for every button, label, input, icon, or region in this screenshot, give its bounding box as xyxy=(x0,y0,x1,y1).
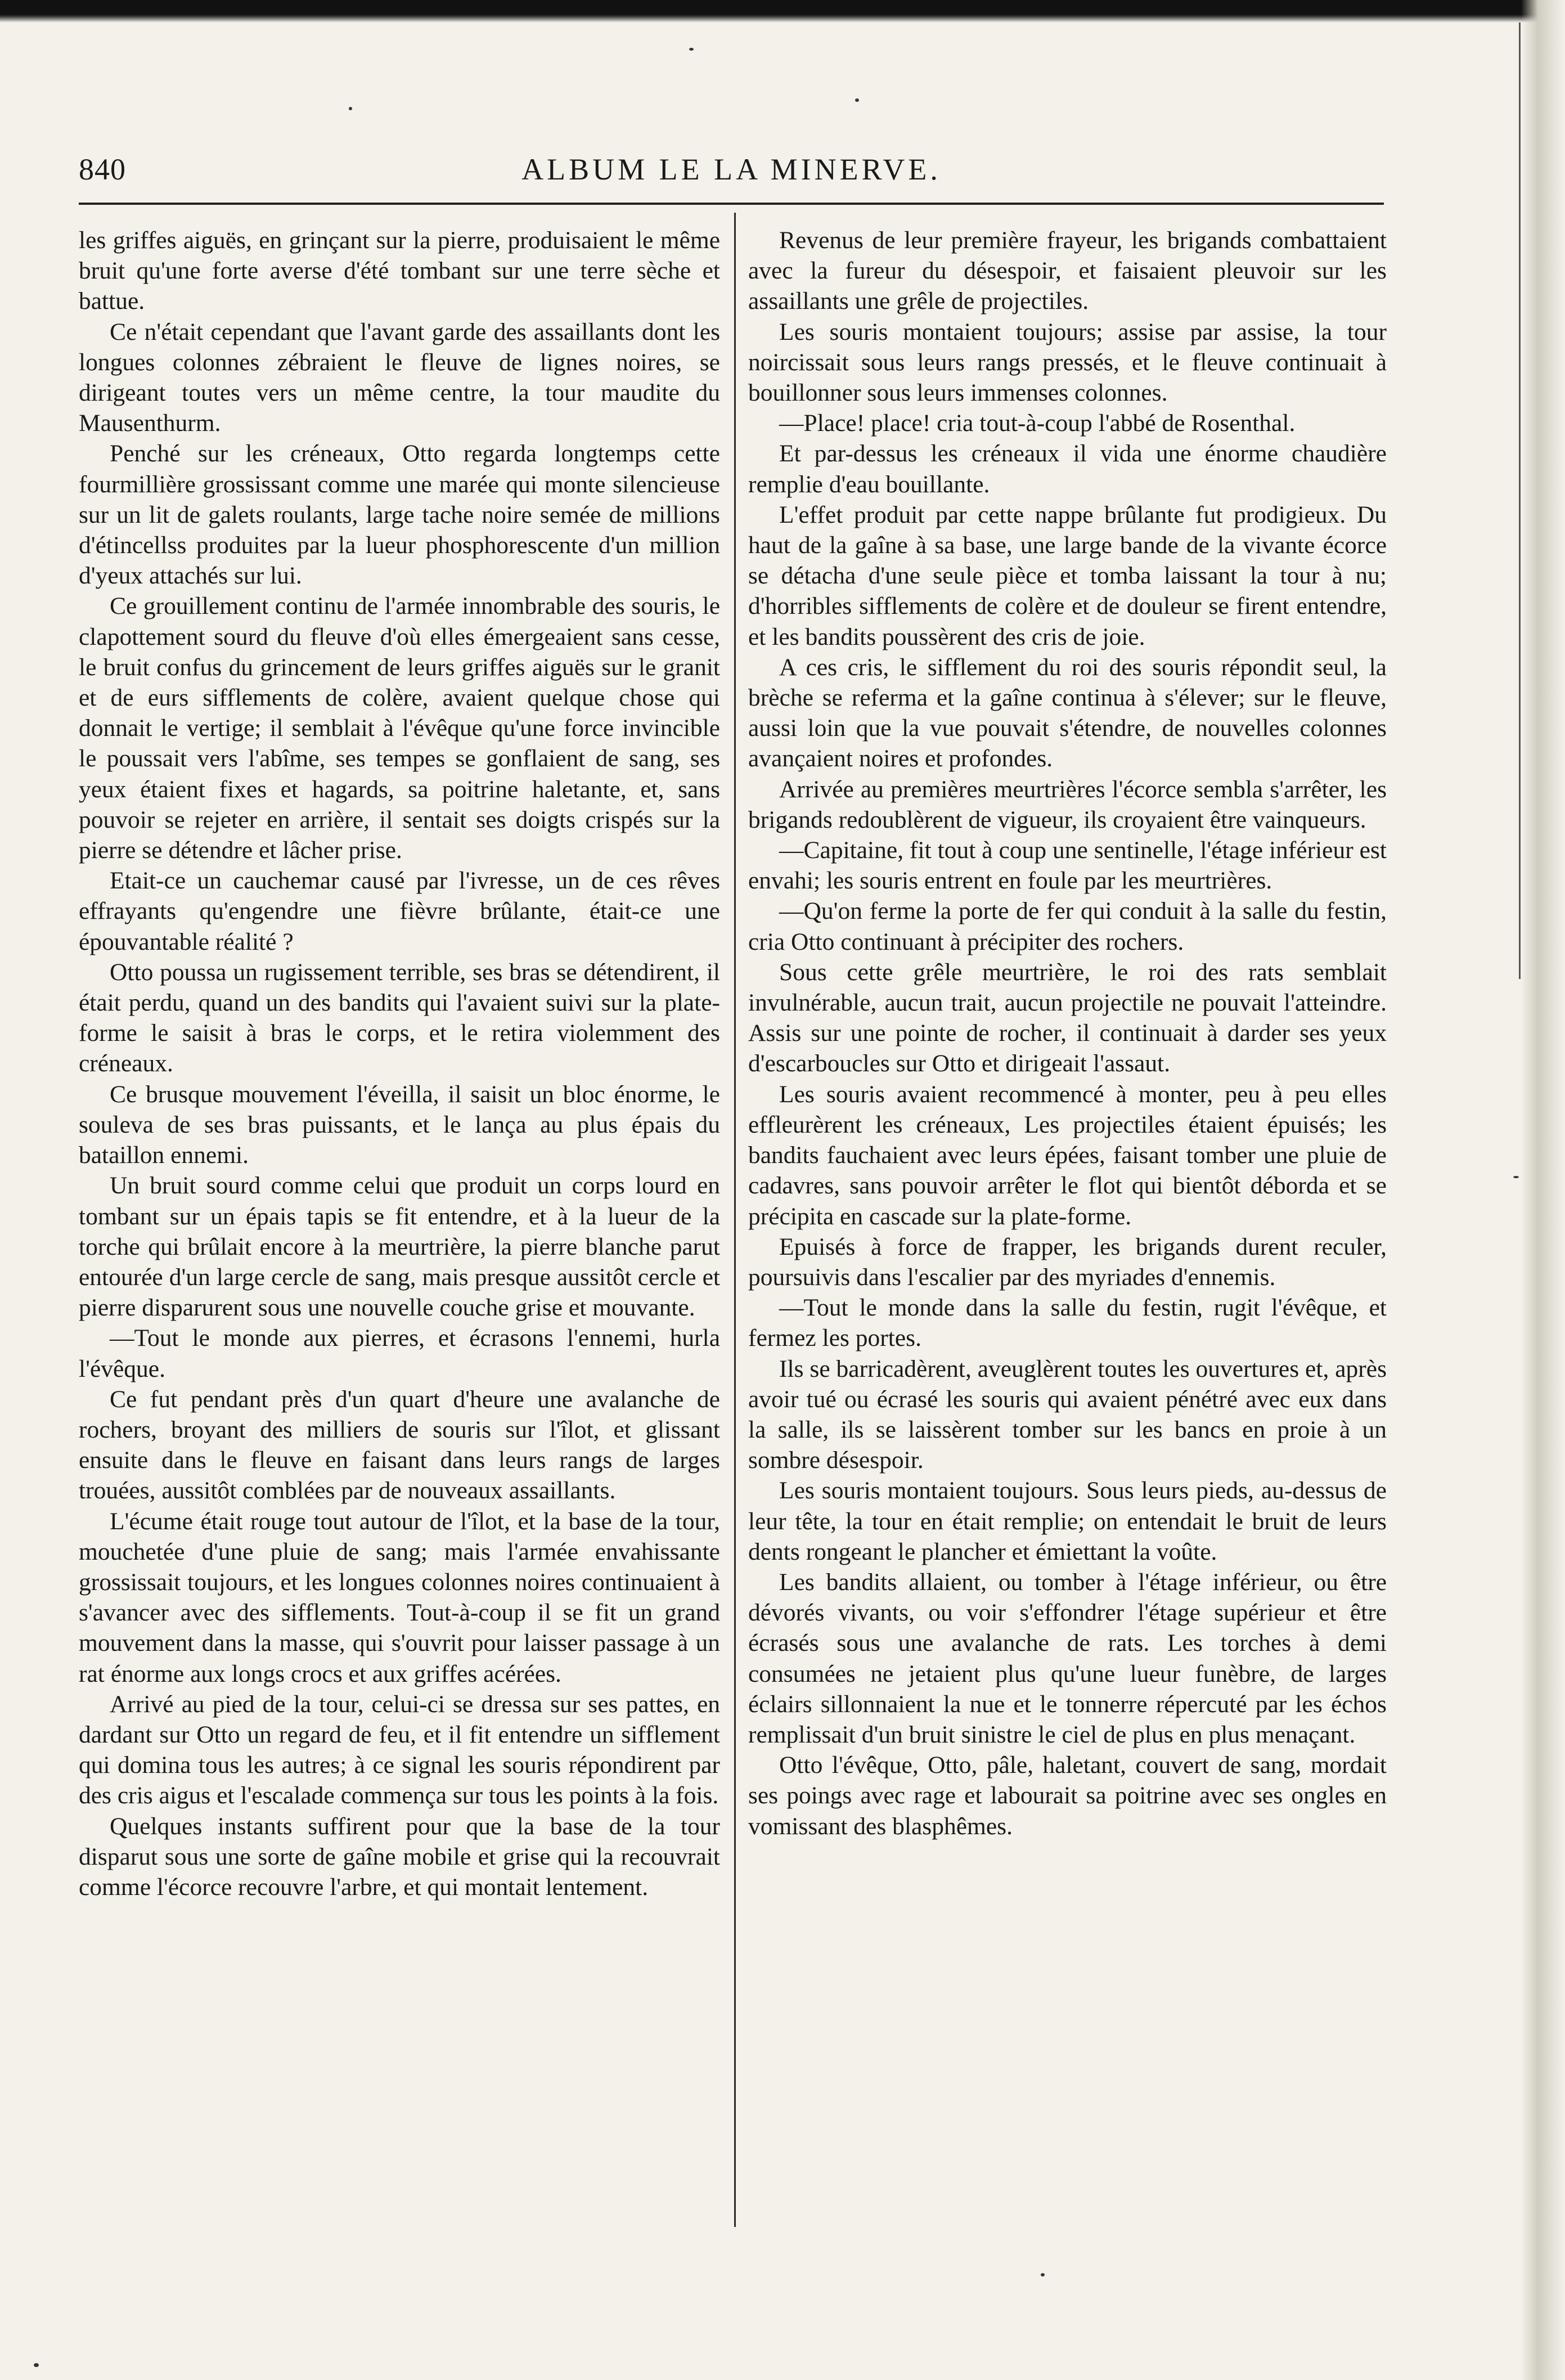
paragraph: Les souris montaient toujours; assise par assise, la tour noircissait sous leurs rangs pressés, et le fleuve continuait à bouillonner sous leurs immenses colonnes. xyxy=(748,318,1387,407)
column-rule xyxy=(734,213,736,2227)
scan-speck xyxy=(689,48,694,51)
scan-speck xyxy=(1041,2273,1045,2276)
paragraph: Ils se barricadèrent, aveuglèrent toutes les ouvertures et, après avoir tué ou écrasé les souris qui avaient pénétré avec eux dans la salle, ils se laissèrent tomber sur les bancs en proie à un sombre désespoir. xyxy=(748,1355,1387,1474)
page-header xyxy=(79,152,1384,203)
paragraph: Ce fut pendant près d'un quart d'heure une avalanche de rochers, broyant des milliers de souris sur l'îlot, et glissant ensuite dans le fleuve en faisant dans leurs rangs de larges trouées, aussitôt comblées par de nouveaux assaillants. xyxy=(79,1385,720,1505)
paragraph: Les souris montaient toujours. Sous leurs pieds, au-dessus de leur tête, la tour en était remplie; on entendait le bruit de leurs dents rongeant le plancher et émiettant la voûte. xyxy=(748,1477,1387,1565)
paragraph: Arrivé au pied de la tour, celui-ci se dressa sur ses pattes, en dardant sur Otto un regard de feu, et il fit entendre un sifflement qui domina tous les autres; à ce signal les souris répondirent par des cris aigus et l'escalade commença sur tous les points à la fois. xyxy=(79,1690,720,1809)
paragraph: —Capitaine, fit tout à coup une sentinelle, l'étage inférieur est envahi; les souris entrent en foule par les meurtrières. xyxy=(748,837,1387,895)
paragraph: L'écume était rouge tout autour de l'îlot, et la base de la tour, mouchetée d'une pluie de sang; mais l'armée envahissante grossissait toujours, et les longues colonnes noires continuaient à s'avancer avec des sifflements. Tout-à-coup il se fit un grand mouvement dans la masse, qui s'ouvrit pour laisser passage à un rat énorme aux longs crocs et aux griffes acérées. xyxy=(79,1507,720,1687)
running-title: ALBUM LE LA MINERVE. xyxy=(521,152,941,186)
paragraph: Epuisés à force de frapper, les brigands durent reculer, poursuivis dans l'escalier par des myriades d'ennemis. xyxy=(748,1233,1387,1291)
paragraph: Les souris avaient recommencé à monter, peu à peu elles effleurèrent les créneaux, Les projectiles étaient épuisés; les bandits fauchaient avec leurs épées, faisant tomber une pluie de cadavres, sans pouvoir arrêter le flot qui bientôt déborda et se précipita en cascade sur la plate-forme. xyxy=(748,1080,1387,1230)
scan-right-edge xyxy=(1521,0,1565,2380)
paragraph: —Qu'on ferme la porte de fer qui conduit à la salle du festin, cria Otto continuant à précipiter des rochers. xyxy=(748,897,1387,955)
paragraph: Penché sur les créneaux, Otto regarda longtemps cette fourmillière grossissant comme une marée qui monte silencieuse sur un lit de galets roulants, large tache noire semée de millions d'étincellss produites par la lueur phosphorescente d'un million d'yeux attachés sur lui. xyxy=(79,440,720,590)
paragraph: Un bruit sourd comme celui que produit un corps lourd en tombant sur un épais tapis se fit entendre, et à la lueur de la torche qui brûlait encore à la meurtrière, la pierre blanche parut entourée d'un large cercle de sang, mais presque aussitôt cercle et pierre disparurent sous une nouvelle couche grise et mouvante. xyxy=(79,1172,720,1322)
left-column xyxy=(79,225,720,1902)
scan-speck xyxy=(349,107,352,110)
header-rule xyxy=(79,203,1384,205)
paragraph: Arrivée au premières meurtrières l'écorce sembla s'arrêter, les brigands redoublèrent de vigueur, ils croyaient être vainqueurs. xyxy=(748,775,1387,833)
paragraph: Et par-dessus les créneaux il vida une énorme chaudière remplie d'eau bouillante. xyxy=(748,440,1387,498)
paragraph: les griffes aiguës, en grinçant sur la pierre, produisaient le même bruit qu'une forte averse d'été tombant sur une terre sèche et battue. xyxy=(79,227,720,315)
scan-speck xyxy=(1513,1176,1519,1178)
paragraph: Ce grouillement continu de l'armée innombrable des souris, le clapottement sourd du fleuve d'où elles émergeaient sans cesse, le bruit confus du grincement de leurs griffes aiguës sur le granit et de eurs sifflements de colère, avaient quelque chose qui donnait le vertige; il semblait à l'évêque qu'une force invincible le poussait vers l'abîme, ses tempes se gonflaient de sang, ses yeux étaient fixes et hagards, sa poitrine haletante, et, sans pouvoir se rejeter en arrière, il sentait ses doigts crispés sur la pierre se détendre et lâcher prise. xyxy=(79,592,720,864)
scan-top-edge xyxy=(0,0,1565,23)
paragraph: Otto poussa un rugissement terrible, ses bras se détendirent, il était perdu, quand un des bandits qui l'avaient suivi sur la plate-forme le saisit à bras le corps, et le retira violemment des créneaux. xyxy=(79,958,720,1077)
paragraph: Revenus de leur première frayeur, les brigands combattaient avec la fureur du désespoir, et faisaient pleuvoir sur les assaillants une grêle de projectiles. xyxy=(748,227,1387,315)
paragraph: Sous cette grêle meurtrière, le roi des rats semblait invulnérable, aucun trait, aucun projectile ne pouvait l'atteindre. Assis sur une pointe de rocher, il continuait à darder ses yeux d'escarboucles sur Otto et dirigeait l'assaut. xyxy=(748,958,1387,1077)
paragraph: Ce n'était cependant que l'avant garde des assaillants dont les longues colonnes zébraient le fleuve de lignes noires, se dirigeant toutes vers un même centre, la tour maudite du Mausenthurm. xyxy=(79,318,720,437)
page-number: 840 xyxy=(79,152,126,186)
paragraph: Les bandits allaient, ou tomber à l'étage inférieur, ou être dévorés vivants, ou voir s'effondrer l'étage supérieur et être écrasés sous une avalanche de rats. Les torches à demi consumées ne jetaient plus qu'une lueur funèbre, de larges éclairs sillonnaient la nue et le tonnerre répercuté par les échos remplissait d'un bruit sinistre le ciel de plus en plus menaçant. xyxy=(748,1568,1387,1748)
paragraph: L'effet produit par cette nappe brûlante fut prodigieux. Du haut de la gaîne à sa base, une large bande de la vivante écorce se détacha d'une seule pièce et tomba laissant la tour à nu; d'horribles sifflements de colère et de douleur se firent entendre, et les bandits poussèrent des cris de joie. xyxy=(748,501,1387,650)
paragraph: Ce brusque mouvement l'éveilla, il saisit un bloc énorme, le souleva de ses bras puissants, et le lança au plus épais du bataillon ennemi. xyxy=(79,1080,720,1169)
right-column xyxy=(748,225,1387,1842)
paragraph: Otto l'évêque, Otto, pâle, haletant, couvert de sang, mordait ses poings avec rage et labourait sa poitrine avec ses ongles en vomissant des blasphêmes. xyxy=(748,1752,1387,1840)
paragraph: Etait-ce un cauchemar causé par l'ivresse, un de ces rêves effrayants qu'engendre une fièvre brûlante, était-ce une épouvantable réalité ? xyxy=(79,867,720,955)
paragraph: —Place! place! cria tout-à-coup l'abbé de Rosenthal. xyxy=(779,410,1296,437)
paragraph: —Tout le monde aux pierres, et écrasons l'ennemi, hurla l'évêque. xyxy=(79,1324,720,1382)
scan-edge-line xyxy=(1519,23,1521,979)
paragraph: A ces cris, le sifflement du roi des souris répondit seul, la brèche se referma et la gaîne continua à s'élever; sur le fleuve, aussi loin que la vue pouvait s'étendre, de nouvelles colonnes avançaient noires et profondes. xyxy=(748,653,1387,773)
paragraph: Quelques instants suffirent pour que la base de la tour disparut sous une sorte de gaîne mobile et grise qui la recouvrait comme l'écorce recouvre l'arbre, et qui montait lentement. xyxy=(79,1812,720,1901)
scan-speck xyxy=(855,98,859,102)
paragraph: —Tout le monde dans la salle du festin, rugit l'évêque, et fermez les portes. xyxy=(748,1294,1387,1352)
scan-speck xyxy=(34,2363,39,2367)
